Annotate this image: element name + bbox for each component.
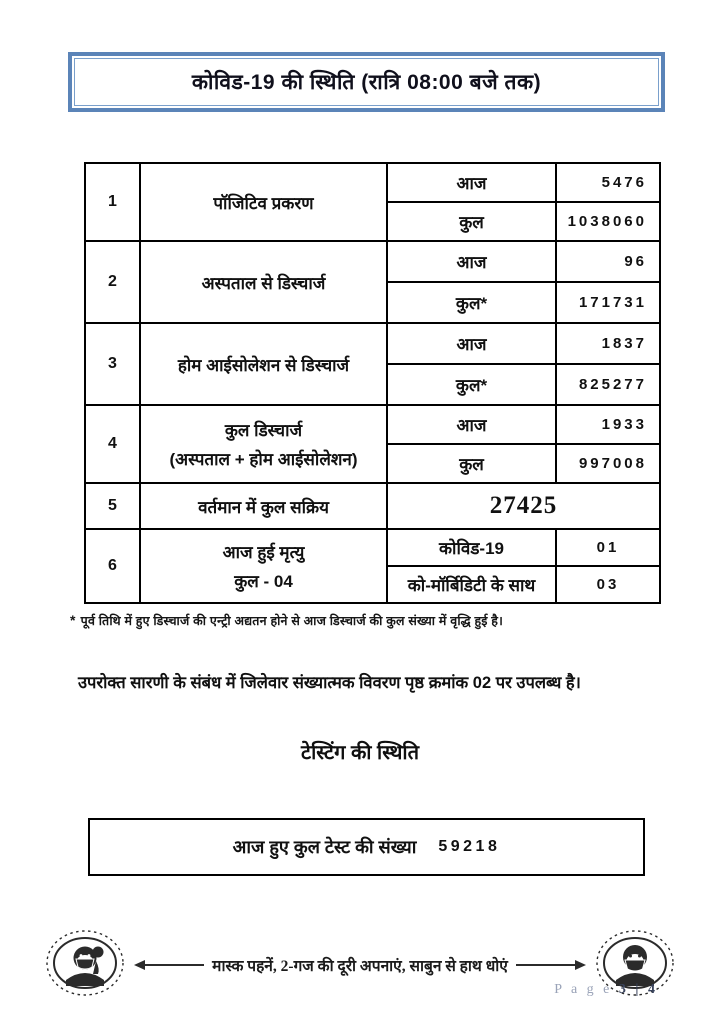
entry-value: 825277: [556, 364, 660, 405]
entry-key: को-मॉर्बिडिटी के साथ: [387, 566, 556, 603]
table-row: [85, 529, 660, 566]
page-number: [554, 982, 658, 998]
advisory-text: मास्क पहनें, 2-गज की दूरी अपनाएं, साबुन से हाथ धोएं: [212, 958, 508, 975]
page-label: P a g e: [554, 982, 613, 997]
entry-value: 1837: [556, 323, 660, 364]
entry-value: 96: [556, 241, 660, 282]
table-row: [85, 405, 660, 444]
active-cases-value: 27425: [387, 483, 660, 529]
footnote-text: पूर्व तिथि में हुए डिस्चार्ज की एन्ट्री अद्यतन होने से आज डिस्चार्ज की कुल संख्या में वृद्धि हुई है।: [80, 614, 504, 628]
row-number: 2: [85, 241, 140, 323]
row-label: पॉजिटिव प्रकरण: [140, 163, 387, 241]
row-label-line1: कुल डिस्चार्ज: [224, 421, 303, 440]
row-label: [140, 529, 387, 603]
title-box-inner: [74, 58, 659, 106]
arrow-right-icon: [516, 959, 586, 971]
row-label: [140, 405, 387, 483]
entry-key: आज: [387, 241, 556, 282]
testing-heading: टेस्टिंग की स्थिति: [301, 742, 419, 764]
covid-status-table: [84, 162, 661, 604]
page-value: 3 | 4: [618, 982, 658, 997]
test-count-box: [88, 818, 645, 876]
entry-key: कुल: [387, 202, 556, 241]
entry-key: कुल*: [387, 364, 556, 405]
entry-value: 01: [556, 529, 660, 566]
entry-value: 997008: [556, 444, 660, 483]
table-row: [85, 163, 660, 202]
entry-key: आज: [387, 405, 556, 444]
row-number: 6: [85, 529, 140, 603]
row-number: 4: [85, 405, 140, 483]
masked-woman-icon: [44, 928, 126, 1003]
row-label-line1: आज हुई मृत्यु: [222, 543, 305, 562]
entry-value: 1933: [556, 405, 660, 444]
test-count-label: आज हुए कुल टेस्ट की संख्या: [232, 837, 417, 857]
entry-key: कोविड-19: [387, 529, 556, 566]
row-label: वर्तमान में कुल सक्रिय: [140, 483, 387, 529]
entry-value: 1038060: [556, 202, 660, 241]
entry-value: 03: [556, 566, 660, 603]
entry-key: कुल*: [387, 282, 556, 323]
table-row: [85, 483, 660, 529]
page-title: कोविड-19 की स्थिति (रात्रि 08:00 बजे तक): [191, 71, 542, 94]
row-number: 5: [85, 483, 140, 529]
entry-key: कुल: [387, 444, 556, 483]
table-row: [85, 241, 660, 282]
row-label-line2: (अस्पताल + होम आईसोलेशन): [169, 450, 358, 469]
title-box: [68, 52, 665, 112]
entry-key: आज: [387, 323, 556, 364]
footnote-asterisk: *: [70, 612, 76, 628]
table-row: [85, 323, 660, 364]
district-note: उपरोक्त सारणी के संबंध में जिलेवार संख्यात्मक विवरण पृष्ठ क्रमांक 02 पर उपलब्ध है।: [78, 674, 581, 692]
entry-value: 5476: [556, 163, 660, 202]
row-label: अस्पताल से डिस्चार्ज: [140, 241, 387, 323]
arrow-left-icon: [134, 959, 204, 971]
row-number: 1: [85, 163, 140, 241]
test-count-value: 59218: [438, 838, 501, 855]
entry-key: आज: [387, 163, 556, 202]
row-number: 3: [85, 323, 140, 405]
entry-value: 171731: [556, 282, 660, 323]
row-label-line2: कुल - 04: [234, 572, 293, 591]
row-label: होम आईसोलेशन से डिस्चार्ज: [140, 323, 387, 405]
table-footnote: [70, 612, 670, 629]
